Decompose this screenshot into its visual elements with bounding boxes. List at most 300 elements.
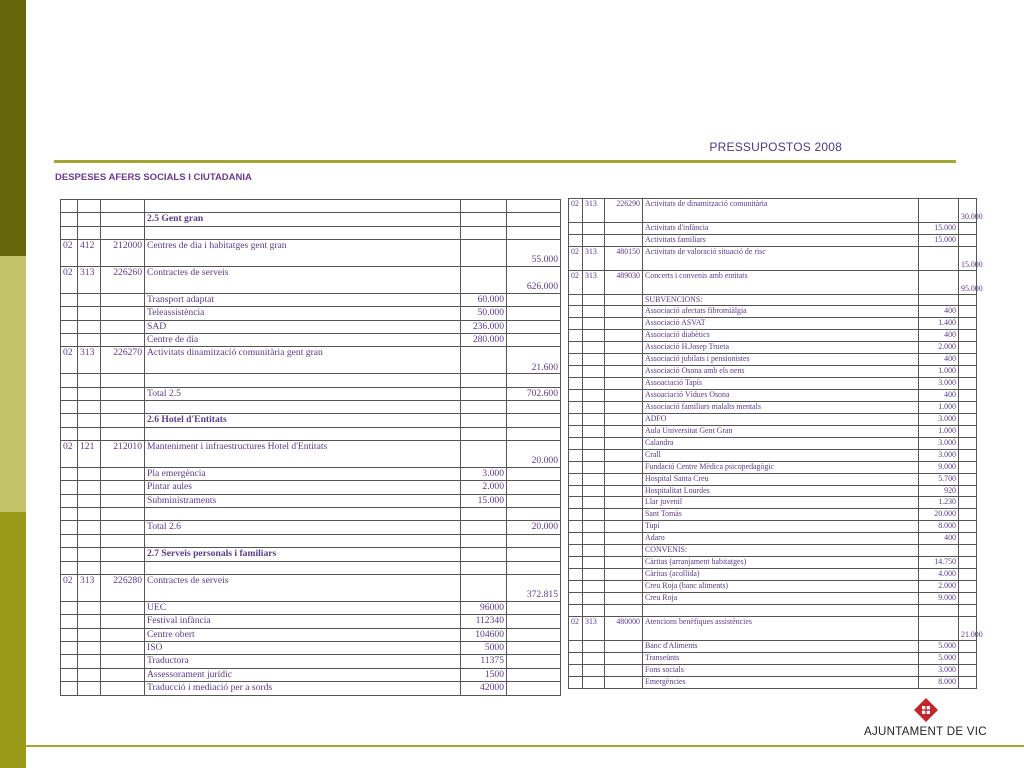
table-row [61,521,561,534]
subtotal-cell: 9.000 [919,461,959,473]
economic-code-cell [101,628,145,641]
economic-code-cell [605,437,643,449]
table-row [61,682,561,695]
subtotal-cell: 42000 [461,682,507,695]
total-cell [959,330,977,342]
description-cell: Sant Tomàs [643,509,919,521]
subtotal-cell: 96000 [461,601,507,614]
subtotal-cell [461,561,507,574]
economic-code-cell [605,473,643,485]
table-row [569,234,977,246]
program-code-cell [583,509,605,521]
program-code-cell [78,641,101,654]
program-code-cell [78,481,101,494]
program-code-cell [583,461,605,473]
subtotal-cell: 1500 [461,668,507,681]
program-code-cell [78,293,101,306]
org-code-cell [61,628,78,641]
subtotal-cell: 60.000 [461,293,507,306]
description-cell: Activitats de dinamització comunitària [643,199,919,223]
economic-code-cell [605,425,643,437]
budget-table-right [568,198,983,689]
subtotal-cell: 1.000 [919,366,959,378]
subtotal-cell: 1.000 [919,425,959,437]
org-code-cell [569,437,583,449]
program-code-cell [78,628,101,641]
economic-code-cell [101,508,145,521]
total-cell [959,533,977,545]
description-cell: Creu Roja (banc aliments) [643,581,919,593]
economic-code-cell [101,320,145,333]
org-code-cell [61,682,78,695]
table-row [569,521,977,533]
subtotal-cell: 14.750 [919,557,959,569]
description-cell: Associació Osona amb els nens [643,366,919,378]
table-row [569,533,977,545]
table-row [61,668,561,681]
economic-code-cell [101,494,145,507]
page-title: PRESSUPOSTOS 2008 [709,140,842,154]
description-cell: 2.5 Gent gran [145,213,461,226]
program-code-cell [583,592,605,604]
table-row [569,413,977,425]
subtotal-cell: 104600 [461,628,507,641]
total-cell [959,604,977,616]
economic-code-cell: 226280 [101,575,145,602]
total-cell [959,640,977,652]
economic-code-cell [101,668,145,681]
total-cell [507,226,561,239]
table-row [61,400,561,413]
description-cell: Transport adaptat [145,293,461,306]
table-row [569,354,977,366]
table-row [569,473,977,485]
description-cell: Associació jubilats i pensionistes [643,354,919,366]
economic-code-cell [605,485,643,497]
description-cell: Centres de dia i habitatges gent gran [145,240,461,267]
org-code-cell [569,401,583,413]
program-code-cell: 313 [583,270,605,294]
economic-code-cell [605,354,643,366]
program-code-cell [583,234,605,246]
economic-code-cell [101,374,145,387]
total-cell: 95.000 [959,270,977,294]
org-code-cell [569,581,583,593]
org-code-cell [569,592,583,604]
subtotal-cell: 1.400 [919,318,959,330]
org-code-cell [569,378,583,390]
description-cell: Traductora [145,655,461,668]
table-row [569,294,977,306]
org-code-cell: 02 [569,616,583,640]
program-code-cell [583,545,605,557]
subtotal-cell: 2.000 [919,581,959,593]
total-cell [959,437,977,449]
total-cell [959,497,977,509]
org-code-cell [61,561,78,574]
description-cell: Càritas (acollida) [643,569,919,581]
program-code-cell [78,387,101,400]
table-row [61,655,561,668]
economic-code-cell: 212000 [101,240,145,267]
side-bar-bottom [0,512,26,768]
description-cell: Traducció i mediació per a sords [145,682,461,695]
economic-code-cell [605,222,643,234]
table-row [569,604,977,616]
total-cell [959,390,977,402]
table-row [61,534,561,547]
org-code-cell [569,676,583,688]
program-code-cell [78,333,101,346]
org-code-cell [61,320,78,333]
org-code-cell [569,604,583,616]
program-code-cell [583,378,605,390]
economic-code-cell [605,401,643,413]
table-row [569,545,977,557]
total-cell [507,467,561,480]
org-code-cell [569,533,583,545]
program-code-cell [78,467,101,480]
org-code-cell: 02 [569,199,583,223]
program-code-cell: 313 [583,246,605,270]
economic-code-cell: 226270 [101,347,145,374]
program-code-cell [583,437,605,449]
total-cell [507,414,561,427]
table-row [569,222,977,234]
economic-code-cell [605,533,643,545]
economic-code-cell [605,413,643,425]
total-cell [959,378,977,390]
program-code-cell [583,222,605,234]
org-code-cell [61,414,78,427]
economic-code-cell [605,461,643,473]
org-code-cell [569,664,583,676]
subtotal-cell [461,441,507,468]
economic-code-cell: 226260 [101,266,145,293]
economic-code-cell [605,592,643,604]
total-cell [507,548,561,561]
description-cell: Manteniment i infraestructures Hotel d'Entitats [145,441,461,468]
subtotal-cell [461,347,507,374]
org-code-cell [61,213,78,226]
total-cell [959,652,977,664]
total-cell: 21.000 [959,616,977,640]
economic-code-cell [605,652,643,664]
description-cell: Assoaciació Tapís [643,378,919,390]
total-cell [959,592,977,604]
subtotal-cell: 280.000 [461,333,507,346]
org-code-cell [569,473,583,485]
table-row [61,347,561,374]
table-row [61,467,561,480]
economic-code-cell: 480150 [605,246,643,270]
table-row [569,342,977,354]
table-row [61,374,561,387]
economic-code-cell [605,342,643,354]
total-cell [959,676,977,688]
subtotal-cell [919,294,959,306]
subtotal-cell: 5.000 [919,652,959,664]
total-cell [959,521,977,533]
program-code-cell [583,521,605,533]
subtotal-cell: 11375 [461,655,507,668]
description-cell [145,427,461,440]
table-row [61,615,561,628]
description-cell: Càritas (arranjament habitatges) [643,557,919,569]
description-cell: Transeünts [643,652,919,664]
program-code-cell [583,604,605,616]
program-code-cell [583,533,605,545]
economic-code-cell [101,534,145,547]
description-cell: Associació diabètics [643,330,919,342]
table-row [569,676,977,688]
org-code-cell: 02 [61,441,78,468]
total-cell [959,306,977,318]
program-code-cell [583,390,605,402]
description-cell: Fundació Centre Mèdica psicopedagògic [643,461,919,473]
org-code-cell [569,449,583,461]
total-cell [507,213,561,226]
description-cell: 2.7 Serveis personals i familiars [145,548,461,561]
economic-code-cell [605,449,643,461]
economic-code-cell [605,664,643,676]
org-code-cell [569,330,583,342]
city-shield-logo-icon [913,697,939,723]
org-code-cell: 02 [61,266,78,293]
description-cell: ISO [145,641,461,654]
description-cell [145,374,461,387]
program-code-cell [78,226,101,239]
economic-code-cell [101,293,145,306]
org-code-cell [61,427,78,440]
org-code-cell [569,354,583,366]
subtotal-cell: 3.000 [919,378,959,390]
program-code-cell [583,557,605,569]
subtotal-cell: 400 [919,390,959,402]
section-title: DESPESES AFERS SOCIALS I CIUTADANIA [55,172,252,183]
subtotal-cell: 50.000 [461,307,507,320]
economic-code-cell [101,561,145,574]
subtotal-cell: 3.000 [919,664,959,676]
description-cell: Adaro [643,533,919,545]
total-cell [959,557,977,569]
description-cell: Banc d'Aliments [643,640,919,652]
table-row [569,449,977,461]
org-code-cell [569,294,583,306]
economic-code-cell [101,467,145,480]
total-cell: 30.000 [959,199,977,223]
economic-code-cell [101,481,145,494]
org-code-cell [569,461,583,473]
total-cell [959,449,977,461]
program-code-cell: 313 [583,199,605,223]
table-row [569,509,977,521]
total-cell [959,485,977,497]
description-cell: Pla emergència [145,467,461,480]
total-cell [959,342,977,354]
side-bar-middle [0,256,26,512]
subtotal-cell [461,534,507,547]
description-cell: Festival infància [145,615,461,628]
economic-code-cell [101,333,145,346]
table-row [569,390,977,402]
org-code-cell [569,306,583,318]
economic-code-cell [101,521,145,534]
subtotal-cell [461,266,507,293]
org-code-cell [61,200,78,213]
economic-code-cell [101,615,145,628]
description-cell: Atencions benèfiques assistències [643,616,919,640]
description-cell: Crall [643,449,919,461]
total-cell [507,200,561,213]
program-code-cell [78,414,101,427]
table-row [61,601,561,614]
org-code-cell [569,342,583,354]
subtotal-cell: 5000 [461,641,507,654]
description-cell: Hospital Santa Creu [643,473,919,485]
program-code-cell [78,655,101,668]
program-code-cell [583,413,605,425]
total-cell: 15.000 [959,246,977,270]
subtotal-cell: 4.000 [919,569,959,581]
total-cell [507,494,561,507]
table-row [61,226,561,239]
program-code-cell [78,561,101,574]
org-code-cell [61,293,78,306]
subtotal-cell [919,270,959,294]
subtotal-cell: 8.000 [919,676,959,688]
subtotal-cell [461,414,507,427]
org-code-cell: 02 [569,246,583,270]
description-cell: Subministraments [145,494,461,507]
total-cell [507,561,561,574]
total-cell [507,508,561,521]
economic-code-cell: 226290 [605,199,643,223]
description-cell: Associació familiars malalts mentals [643,401,919,413]
description-cell: Tupí [643,521,919,533]
program-code-cell: 412 [78,240,101,267]
table-row [569,378,977,390]
subtotal-cell [461,374,507,387]
subtotal-cell [461,548,507,561]
org-code-cell [61,641,78,654]
total-cell [959,401,977,413]
table-row [61,561,561,574]
subtotal-cell [919,246,959,270]
program-code-cell [78,320,101,333]
subtotal-cell [461,400,507,413]
economic-code-cell [605,234,643,246]
org-code-cell [569,521,583,533]
program-code-cell [583,652,605,664]
total-cell [959,425,977,437]
description-cell [643,604,919,616]
total-cell [507,628,561,641]
program-code-cell: 313 [78,347,101,374]
economic-code-cell [101,213,145,226]
subtotal-cell: 400 [919,533,959,545]
economic-code-cell [605,294,643,306]
total-cell [507,641,561,654]
description-cell: ADFO [643,413,919,425]
subtotal-cell: 920 [919,485,959,497]
org-code-cell: 02 [569,270,583,294]
total-cell [959,473,977,485]
table-row [569,318,977,330]
description-cell [145,400,461,413]
program-code-cell [583,676,605,688]
subtotal-cell [919,545,959,557]
description-cell: Activitats familiars [643,234,919,246]
description-cell: Associació afectats fibromiàlgia [643,306,919,318]
description-cell: Calandra [643,437,919,449]
economic-code-cell [605,318,643,330]
total-cell [507,374,561,387]
description-cell: SAD [145,320,461,333]
org-code-cell [61,374,78,387]
description-cell: Creu Roja [643,592,919,604]
program-code-cell [583,581,605,593]
total-cell [507,481,561,494]
subtotal-cell: 3.000 [919,437,959,449]
table-row [569,616,977,640]
program-code-cell: 313 [78,575,101,602]
total-cell [507,293,561,306]
org-code-cell: 02 [61,575,78,602]
table-row [569,557,977,569]
program-code-cell [583,318,605,330]
description-cell: Activitats dinamització comunitària gent gran [145,347,461,374]
total-cell [959,581,977,593]
program-code-cell [583,449,605,461]
table-row [569,581,977,593]
table-row [61,307,561,320]
program-code-cell [78,200,101,213]
subtotal-cell: 236.000 [461,320,507,333]
table-row [61,320,561,333]
table-row [569,270,977,294]
subtotal-cell: 2.000 [461,481,507,494]
subtotal-cell: 3.000 [919,413,959,425]
org-code-cell [61,494,78,507]
org-code-cell [61,655,78,668]
program-code-cell [583,401,605,413]
subtotal-cell [461,213,507,226]
org-code-cell [61,668,78,681]
subtotal-cell: 3.000 [461,467,507,480]
table-row [569,425,977,437]
description-cell [145,226,461,239]
subtotal-cell [461,521,507,534]
description-cell: Fons socials [643,664,919,676]
program-code-cell [78,615,101,628]
program-code-cell [78,307,101,320]
footer-divider [26,745,1024,747]
description-cell: Activitats de valoració situació de risc [643,246,919,270]
economic-code-cell [101,387,145,400]
table-row [569,461,977,473]
table-row [61,293,561,306]
total-cell: 55.000 [507,240,561,267]
program-code-cell [78,521,101,534]
program-code-cell [583,569,605,581]
subtotal-cell: 1.230 [919,497,959,509]
subtotal-cell: 3.000 [919,449,959,461]
program-code-cell [583,294,605,306]
subtotal-cell: 1.000 [919,401,959,413]
economic-code-cell: 489030 [605,270,643,294]
table-row [61,481,561,494]
